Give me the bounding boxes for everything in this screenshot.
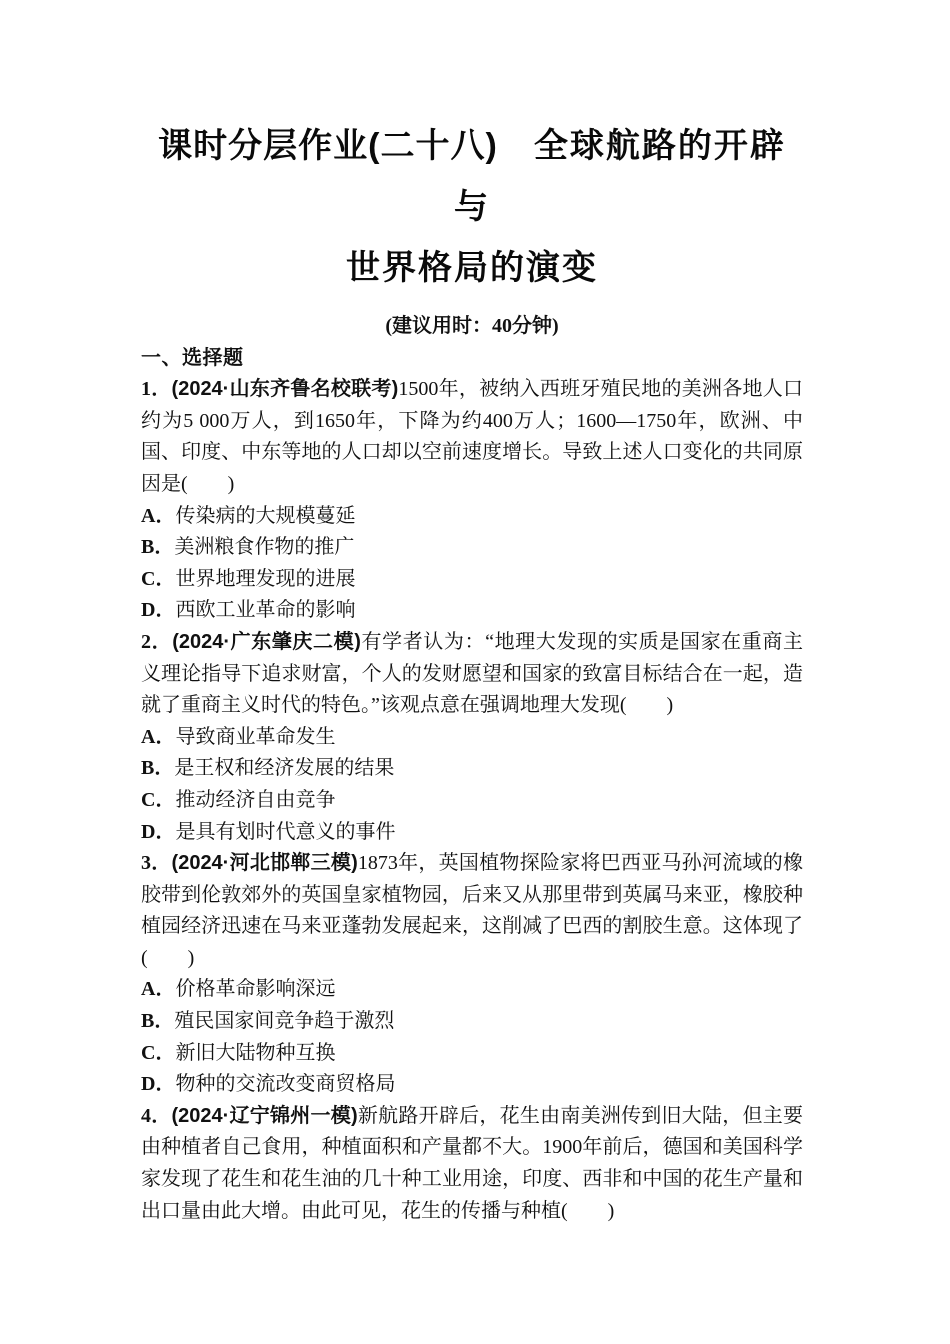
question-3-stem xyxy=(141,848,803,974)
option-label: B． xyxy=(141,757,175,780)
option-text: 美洲粮食作物的推广 xyxy=(174,536,355,559)
question-source: (2024·广东肇庆二模) xyxy=(172,630,361,653)
option-text: 西欧工业革命的影响 xyxy=(175,599,356,622)
question-3-option-a xyxy=(141,974,803,1006)
question-number: 4． xyxy=(141,1104,172,1127)
question-1-option-a xyxy=(141,501,803,533)
question-1-option-c xyxy=(141,564,803,596)
question-1-stem xyxy=(141,374,803,500)
option-label: C． xyxy=(141,1041,176,1064)
question-source: (2024·河北邯郸三模) xyxy=(171,852,358,875)
question-text: 1873年，英国植物探险家将巴西亚马孙河流域的橡胶带到伦敦郊外的英国皇家植物园，后来又从那里带到英属马来亚，橡胶种植园经济迅速在马来亚蓬勃发展起来，这削减了巴西的割胶生意。这体现了( ) xyxy=(141,852,804,969)
question-text: 1500年，被纳入西班牙殖民地的美洲各地人口约为5 000万人，到1650年，下降为约400万人；1600—1750年，欧洲、中国、印度、中东等地的人口却以空前速度增长。导致上述人口变化的共同原因是( ) xyxy=(141,378,804,495)
question-2-option-d xyxy=(141,817,803,849)
option-label: A． xyxy=(141,725,176,748)
document-title xyxy=(141,116,803,299)
question-1-option-b xyxy=(141,532,803,564)
question-3-option-b xyxy=(141,1006,803,1038)
question-2-stem xyxy=(141,627,803,722)
option-text: 是具有划时代意义的事件 xyxy=(175,820,396,843)
question-2-option-c xyxy=(141,785,803,817)
option-label: A． xyxy=(141,978,176,1001)
title-line-1 xyxy=(158,128,786,226)
suggested-time: (建议用时：40分钟) xyxy=(385,315,559,337)
option-label: B． xyxy=(141,1010,175,1033)
option-label: C． xyxy=(141,788,176,811)
question-2-option-b xyxy=(141,753,803,785)
question-number: 2． xyxy=(141,630,173,653)
question-1 xyxy=(141,374,803,627)
question-4-stem xyxy=(141,1101,803,1227)
question-number: 3． xyxy=(141,852,172,875)
question-2 xyxy=(141,627,803,848)
option-text: 世界地理发现的进展 xyxy=(175,567,356,590)
option-label: B． xyxy=(141,536,175,559)
option-label: D． xyxy=(141,599,176,622)
title-assignment-number: 课时分层作业(二十八) xyxy=(158,127,498,165)
option-text: 是王权和经济发展的结果 xyxy=(174,757,395,780)
title-topic-part1: 全球航路的开辟与 xyxy=(454,128,786,226)
option-label: A． xyxy=(141,504,176,527)
title-space xyxy=(498,128,534,165)
question-source: (2024·山东齐鲁名校联考) xyxy=(171,378,399,401)
option-text: 新旧大陆物种互换 xyxy=(175,1041,336,1064)
question-3 xyxy=(141,848,803,1101)
question-3-option-c xyxy=(141,1038,803,1070)
option-label: D． xyxy=(141,1073,176,1096)
option-text: 物种的交流改变商贸格局 xyxy=(175,1073,396,1096)
option-text: 导致商业革命发生 xyxy=(175,725,336,748)
option-label: D． xyxy=(141,820,176,843)
question-4 xyxy=(141,1101,803,1227)
question-1-option-d xyxy=(141,595,803,627)
question-2-option-a xyxy=(141,722,803,754)
option-text: 传染病的大规模蔓延 xyxy=(175,504,356,527)
option-text: 殖民国家间竞争趋于激烈 xyxy=(174,1010,395,1033)
option-text: 价格革命影响深远 xyxy=(175,978,336,1001)
question-number: 1． xyxy=(141,378,172,401)
section-heading-multiple-choice: 一、选择题 xyxy=(141,346,244,369)
title-topic-part2: 世界格局的演变 xyxy=(346,250,598,287)
question-source: (2024·辽宁锦州一模) xyxy=(171,1104,358,1127)
option-label: C． xyxy=(141,567,176,590)
question-text: 新航路开辟后，花生由南美洲传到旧大陆，但主要由种植者自己食用，种植面积和产量都不大。1900年前后，德国和美国科学家发现了花生和花生油的几十种工业用途，印度、西非和中国的花生产量和出口量由此大增。由此可见，花生的传播与种植( ) xyxy=(141,1104,804,1222)
option-text: 推动经济自由竞争 xyxy=(175,788,336,811)
question-text: 有学者认为：“地理大发现的实质是国家在重商主义理论指导下追求财富，个人的发财愿望和国家的致富目标结合在一起，造就了重商主义时代的特色。”该观点意在强调地理大发现( ) xyxy=(141,630,803,717)
question-3-option-d xyxy=(141,1069,803,1101)
